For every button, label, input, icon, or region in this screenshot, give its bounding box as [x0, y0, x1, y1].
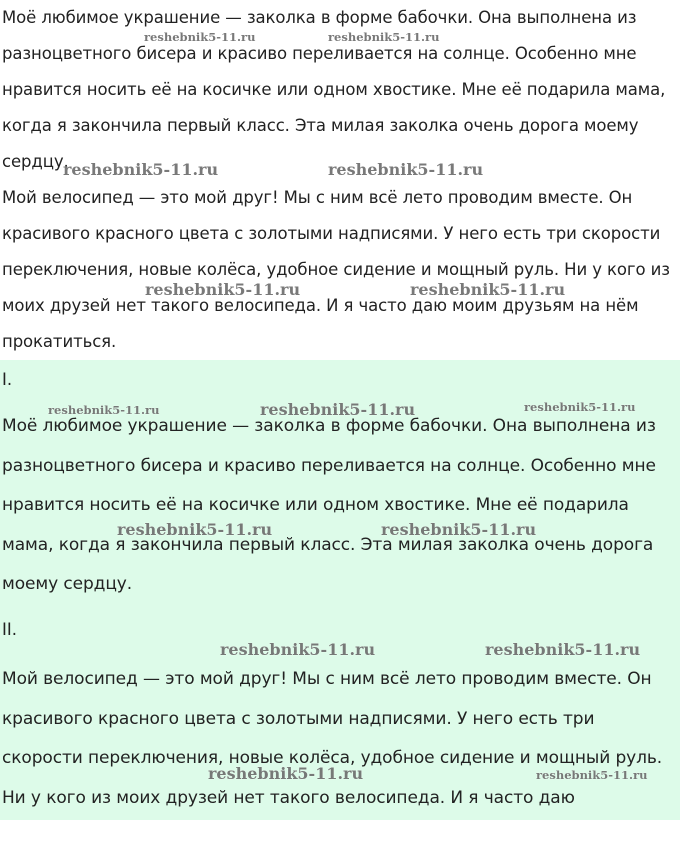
watermark: reshebnik5-11.ru: [48, 403, 160, 417]
watermark: reshebnik5-11.ru: [328, 30, 440, 44]
task-section: [0, 0, 680, 360]
watermark: reshebnik5-11.ru: [381, 520, 537, 539]
answer-marker-1: I.: [2, 370, 13, 389]
watermark: reshebnik5-11.ru: [208, 764, 364, 783]
watermark: reshebnik5-11.ru: [524, 400, 636, 414]
watermark: reshebnik5-11.ru: [63, 160, 219, 179]
watermark: reshebnik5-11.ru: [260, 400, 416, 419]
answer-paragraph-2: Мой велосипед — это мой друг! Мы с ним всё лето проводим вместе. Он красивого красного цвета с золотыми надписями. У него есть три скорости переключения, новые колёса, удобное сидение и мощный руль. Ни у кого из моих друзей нет такого велосипеда. И я часто даю: [2, 669, 663, 808]
answer-paragraph-1: Моё любимое украшение — заколка в форме бабочки. Она выполнена из разноцветного бисера и красиво переливается на солнце. Особенно мне нравится носить её на косичке или одном хвостике. Мне её подарила мама, когда я закончила первый класс. Эта милая заколка очень дорога моему сердцу.: [2, 416, 656, 594]
task-paragraph-1: Моё любимое украшение — заколка в форме бабочки. Она выполнена из разноцветного бисера и красиво переливается на солнце. Особенно мне нравится носить её на косичке или одном хвостике. Мне её подарила мама, когда я закончила первый класс. Эта милая заколка очень дорога моему сердцу.: [2, 8, 666, 171]
watermark: reshebnik5-11.ru: [485, 640, 641, 659]
watermark: reshebnik5-11.ru: [536, 768, 648, 782]
answer-marker-2: II.: [2, 620, 17, 639]
watermark: reshebnik5-11.ru: [117, 520, 273, 539]
watermark: reshebnik5-11.ru: [144, 30, 256, 44]
watermark: reshebnik5-11.ru: [220, 640, 376, 659]
watermark: reshebnik5-11.ru: [145, 280, 301, 299]
watermark: reshebnik5-11.ru: [410, 280, 566, 299]
watermark: reshebnik5-11.ru: [328, 160, 484, 179]
task-paragraph-2: Мой велосипед — это мой друг! Мы с ним всё лето проводим вместе. Он красивого красного цвета с золотыми надписями. У него есть три скорости переключения, новые колёса, удобное сидение и мощный руль. Ни у кого из моих друзей нет такого велосипеда. И я часто даю моим друзьям на нём прокатиться.: [2, 188, 670, 351]
answer-section: [0, 360, 680, 820]
